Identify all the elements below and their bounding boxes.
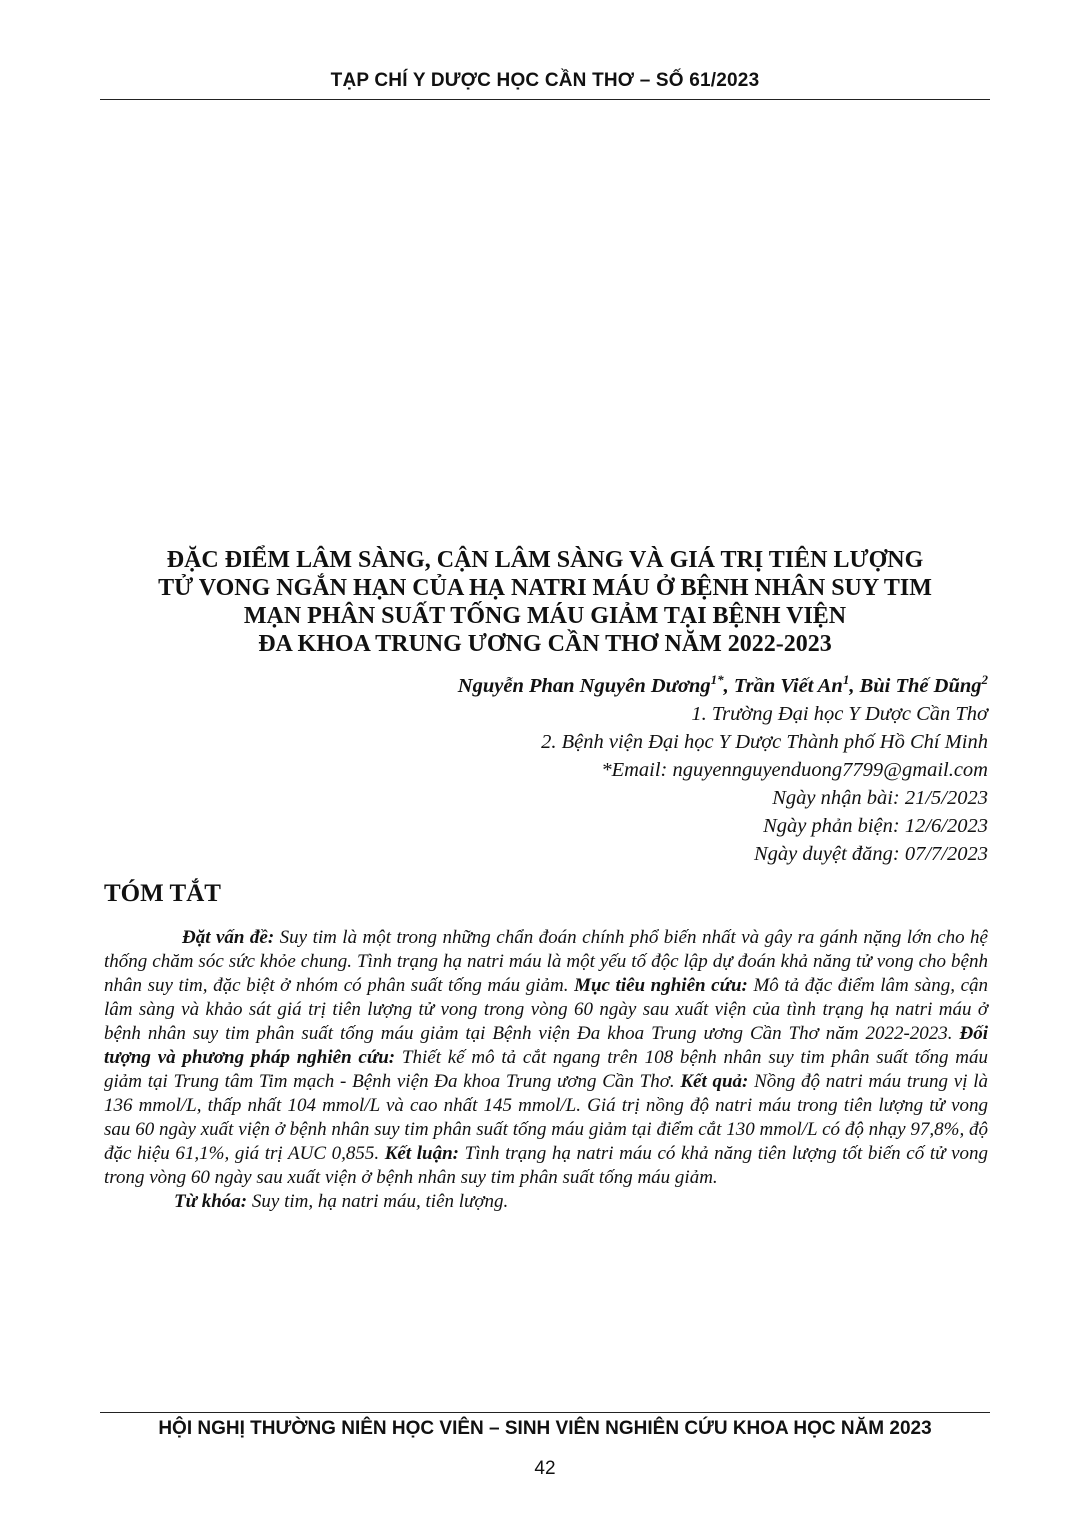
author-affiliation-mark: 1	[842, 672, 850, 688]
author-separator: ,	[723, 675, 734, 697]
abstract-body	[104, 926, 988, 1214]
title-line: TỬ VONG NGẮN HẠN CỦA HẠ NATRI MÁU Ở BỆNH NHÂN SUY TIM	[158, 575, 932, 601]
author-name: Nguyễn Phan Nguyên Dương	[457, 675, 711, 697]
keywords-text: Suy tim, hạ natri máu, tiên lượng.	[247, 1191, 509, 1212]
objective-label: Mục tiêu nghiên cứu:	[574, 975, 748, 996]
header-divider	[100, 99, 990, 100]
page-number: 42	[534, 1458, 556, 1479]
methods-text: Thiết kế mô tả cắt ngang trên 108 bệnh nhân suy tim phân suất tống máu giảm tại Trung tâm Tim mạch - Bệnh viện Đa khoa Trung ương Cần Thơ.	[104, 1047, 988, 1092]
objective-text: Mô tả đặc điểm lâm sàng, cận lâm sàng và khảo sát giá trị tiên lượng tử vong trong vòng 60 ngày sau xuất viện của tình trạng hạ natri máu ở bệnh nhân suy tim phân suất tống máu giảm tại Bệnh viện Đa khoa Trung ương Cần Thơ năm 2022-2023.	[104, 975, 989, 1044]
contact-email: *Email: nguyennguyenduong7799@gmail.com	[601, 759, 988, 781]
author-name: Bùi Thế Dũng	[859, 675, 982, 697]
author-separator: ,	[849, 675, 860, 697]
date-received: Ngày nhận bài: 21/5/2023	[772, 787, 988, 809]
journal-header: TẠP CHÍ Y DƯỢC HỌC CẦN THƠ – SỐ 61/2023	[330, 70, 760, 91]
keywords-paragraph	[104, 1190, 988, 1214]
author-affiliation-mark: 1*	[710, 672, 724, 688]
title-line: ĐA KHOA TRUNG ƯƠNG CẦN THƠ NĂM 2022-2023	[258, 631, 832, 657]
results-label: Kết quả:	[680, 1071, 749, 1092]
abstract-paragraph	[104, 926, 988, 1190]
footer-divider	[100, 1412, 990, 1413]
conference-footer: HỘI NGHỊ THƯỜNG NIÊN HỌC VIÊN – SINH VIÊN NGHIÊN CỨU KHOA HỌC NĂM 2023	[158, 1418, 932, 1439]
keywords-label: Từ khóa:	[174, 1191, 248, 1212]
affiliation: 1. Trường Đại học Y Dược Cần Thơ	[691, 703, 988, 725]
author-list	[458, 672, 988, 700]
conclusion-text: Tình trạng hạ natri máu có khả năng tiên lượng tốt biến cố tử vong trong vòng 60 ngày sau xuất viện ở bệnh nhân suy tim phân suất tống máu giảm.	[104, 1143, 989, 1188]
abstract-heading: TÓM TẮT	[104, 880, 221, 907]
conclusion-label: Kết luận:	[384, 1143, 460, 1164]
author-name: Trần Viết An	[733, 675, 843, 697]
article-title	[100, 546, 990, 658]
author-affiliation-mark: 2	[981, 672, 988, 688]
title-line: ĐẶC ĐIỂM LÂM SÀNG, CẬN LÂM SÀNG VÀ GIÁ TRỊ TIÊN LƯỢNG	[166, 547, 924, 573]
background-text: Suy tim là một trong những chẩn đoán chính phổ biến nhất và gây ra gánh nặng lớn cho hệ thống chăm sóc sức khỏe chung. Tình trạng hạ natri máu là một yếu tố độc lập dự đoán khả năng tử vong cho bệnh nhân suy tim, đặc biệt ở nhóm có phân suất tống máu giảm.	[104, 927, 988, 996]
methods-label: Đối tượng và phương pháp nghiên cứu:	[104, 1023, 988, 1068]
article-meta	[458, 672, 988, 868]
background-label: Đặt vấn đề:	[182, 927, 275, 948]
date-accepted: Ngày duyệt đăng: 07/7/2023	[753, 843, 988, 865]
results-text: Nồng độ natri máu trung vị là 136 mmol/L, thấp nhất 104 mmol/L và cao nhất 145 mmol/L. Giá trị nồng độ natri máu trong tiên lượng tử vong sau 60 ngày xuất viện ở bệnh nhân suy tim phân suất tống máu giảm tại điểm cắt 130 mmol/L có độ nhạy 97,8%, độ đặc hiệu 61,1%, giá trị AUC 0,855.	[104, 1071, 988, 1164]
affiliation: 2. Bệnh viện Đại học Y Dược Thành phố Hồ Chí Minh	[541, 731, 988, 753]
title-line: MẠN PHÂN SUẤT TỐNG MÁU GIẢM TẠI BỆNH VIỆN	[243, 603, 847, 629]
date-reviewed: Ngày phản biện: 12/6/2023	[763, 815, 988, 837]
